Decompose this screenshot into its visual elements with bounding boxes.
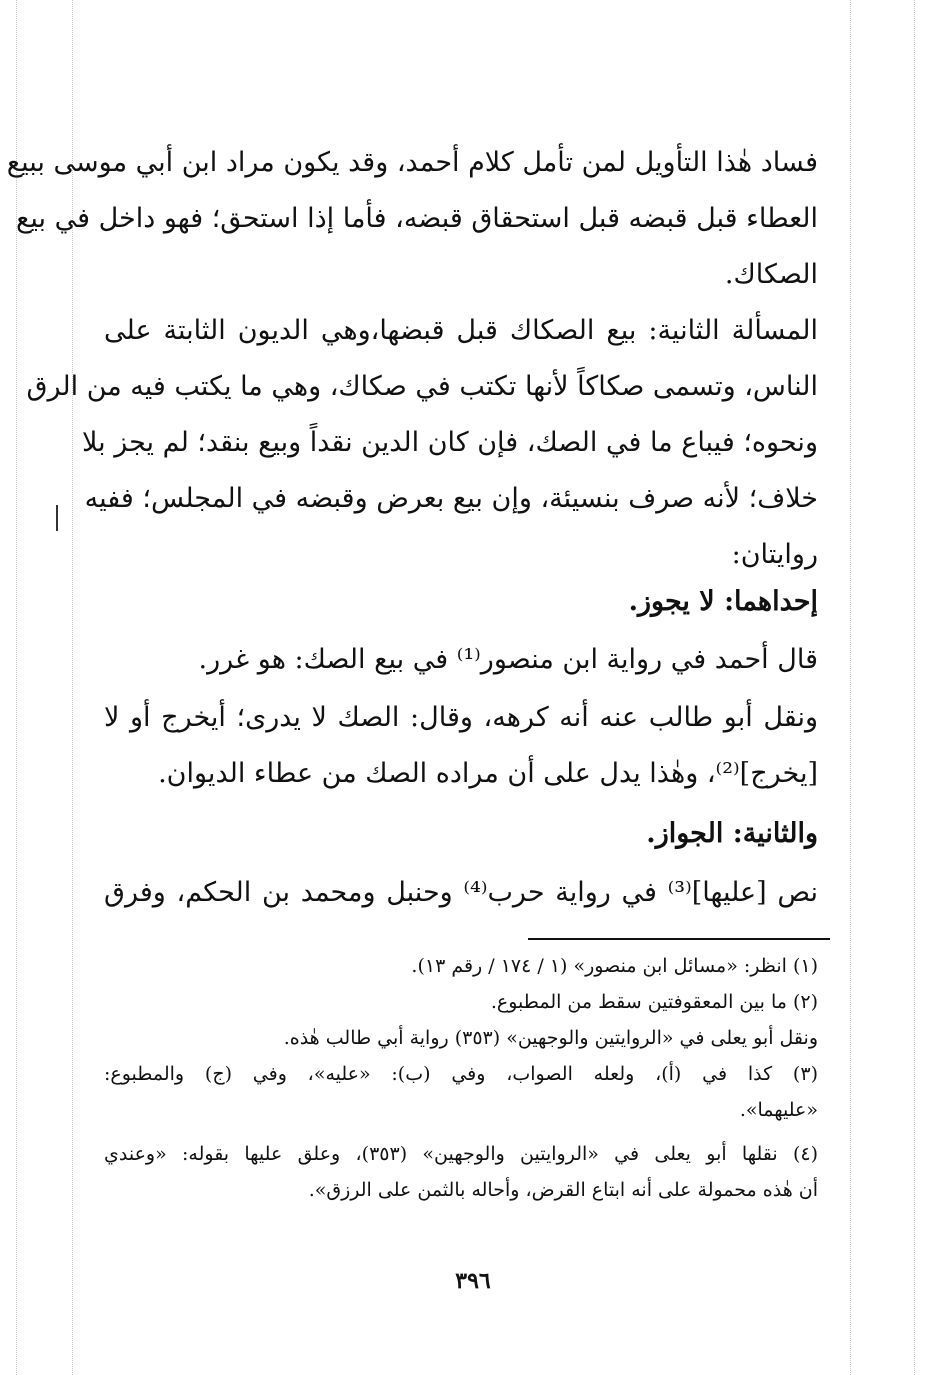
paragraph-4 (104, 632, 818, 688)
body-line: والثانية: الجواز. (646, 818, 818, 849)
body-line: ونقل أبو طالب عنه أنه كرهه، وقال: الصك لا يدرى؛ أيخرج أو لا (104, 702, 818, 733)
body-line: خلاف؛ لأنه صرف بنسيئة، وإن بيع بعرض وقبضه في المجلس؛ ففيه (84, 483, 818, 514)
paragraph-6 (104, 806, 818, 862)
body-line: ونحوه؛ فيباع ما في الصك، فإن كان الدين نقداً وبيع بنقد؛ لم يجز بلا (82, 427, 818, 458)
paragraph-2 (26, 303, 818, 583)
footnote-line: (٢) ما بين المعقوفتين سقط من المطبوع. (490, 991, 818, 1013)
scan-mark (56, 505, 58, 531)
body-line: إحداهما: لا يجوز. (628, 586, 818, 617)
scan-guide-line (850, 0, 851, 1375)
footnote-separator (528, 938, 830, 940)
body-line: روايتان: (731, 539, 818, 570)
footnote-line: (٣) كذا في (أ)، ولعله الصواب، وفي (ب): «عليه»، وفي (ج) والمطبوع: (104, 1063, 818, 1085)
footnote-line: ونقل أبو يعلى في «الروايتين والوجهين» (٣٥٣) رواية أبي طالب هٰذه. (283, 1027, 818, 1049)
body-line: الناس، وتسمى صكاكاً لأنها تكتب في صكاك، وهي ما يكتب فيه من الرق (26, 371, 818, 402)
footnote-line: (٤) نقلها أبو يعلى في «الروايتين والوجهين» (٣٥٣)، وعلق عليها بقوله: «وعندي (104, 1143, 818, 1165)
paragraph-3 (104, 574, 818, 630)
body-line: [يخرج]⁽²⁾، وهٰذا يدل على أن مراده الصك من عطاء الديوان. (158, 758, 818, 789)
page-number: ٣٩٦ (455, 1268, 491, 1294)
body-line: قال أحمد في رواية ابن منصور⁽¹⁾ في بيع الصك: هو غرر. (198, 644, 818, 675)
body-line: الصكاك. (724, 259, 818, 290)
footnote-line: أن هٰذه محمولة على أنه ابتاع القرض، وأحاله بالثمن على الرزق». (308, 1179, 818, 1201)
body-line: نص [عليها]⁽³⁾ في رواية حرب⁽⁴⁾ وحنبل ومحمد بن الحكم، وفرق (104, 877, 819, 908)
paragraph-1 (6, 135, 818, 303)
footnotes (104, 948, 818, 1208)
scan-guide-line (914, 0, 915, 1375)
footnote-line: (١) انظر: «مسائل ابن منصور» (١ / ١٧٤ / رقم ١٣). (411, 955, 818, 977)
body-line: العطاء قبل قبضه قبل استحقاق قبضه، فأما إذا استحق؛ فهو داخل في بيع (15, 203, 818, 234)
paragraph-7 (104, 865, 818, 921)
body-line: المسألة الثانية: بيع الصكاك قبل قبضها،وهي الديون الثابتة على (104, 315, 818, 346)
paragraph-5 (104, 690, 818, 802)
footnote-line: «عليهما». (739, 1099, 818, 1121)
body-line: فساد هٰذا التأويل لمن تأمل كلام أحمد، وقد يكون مراد ابن أبي موسى ببيع (6, 147, 818, 178)
